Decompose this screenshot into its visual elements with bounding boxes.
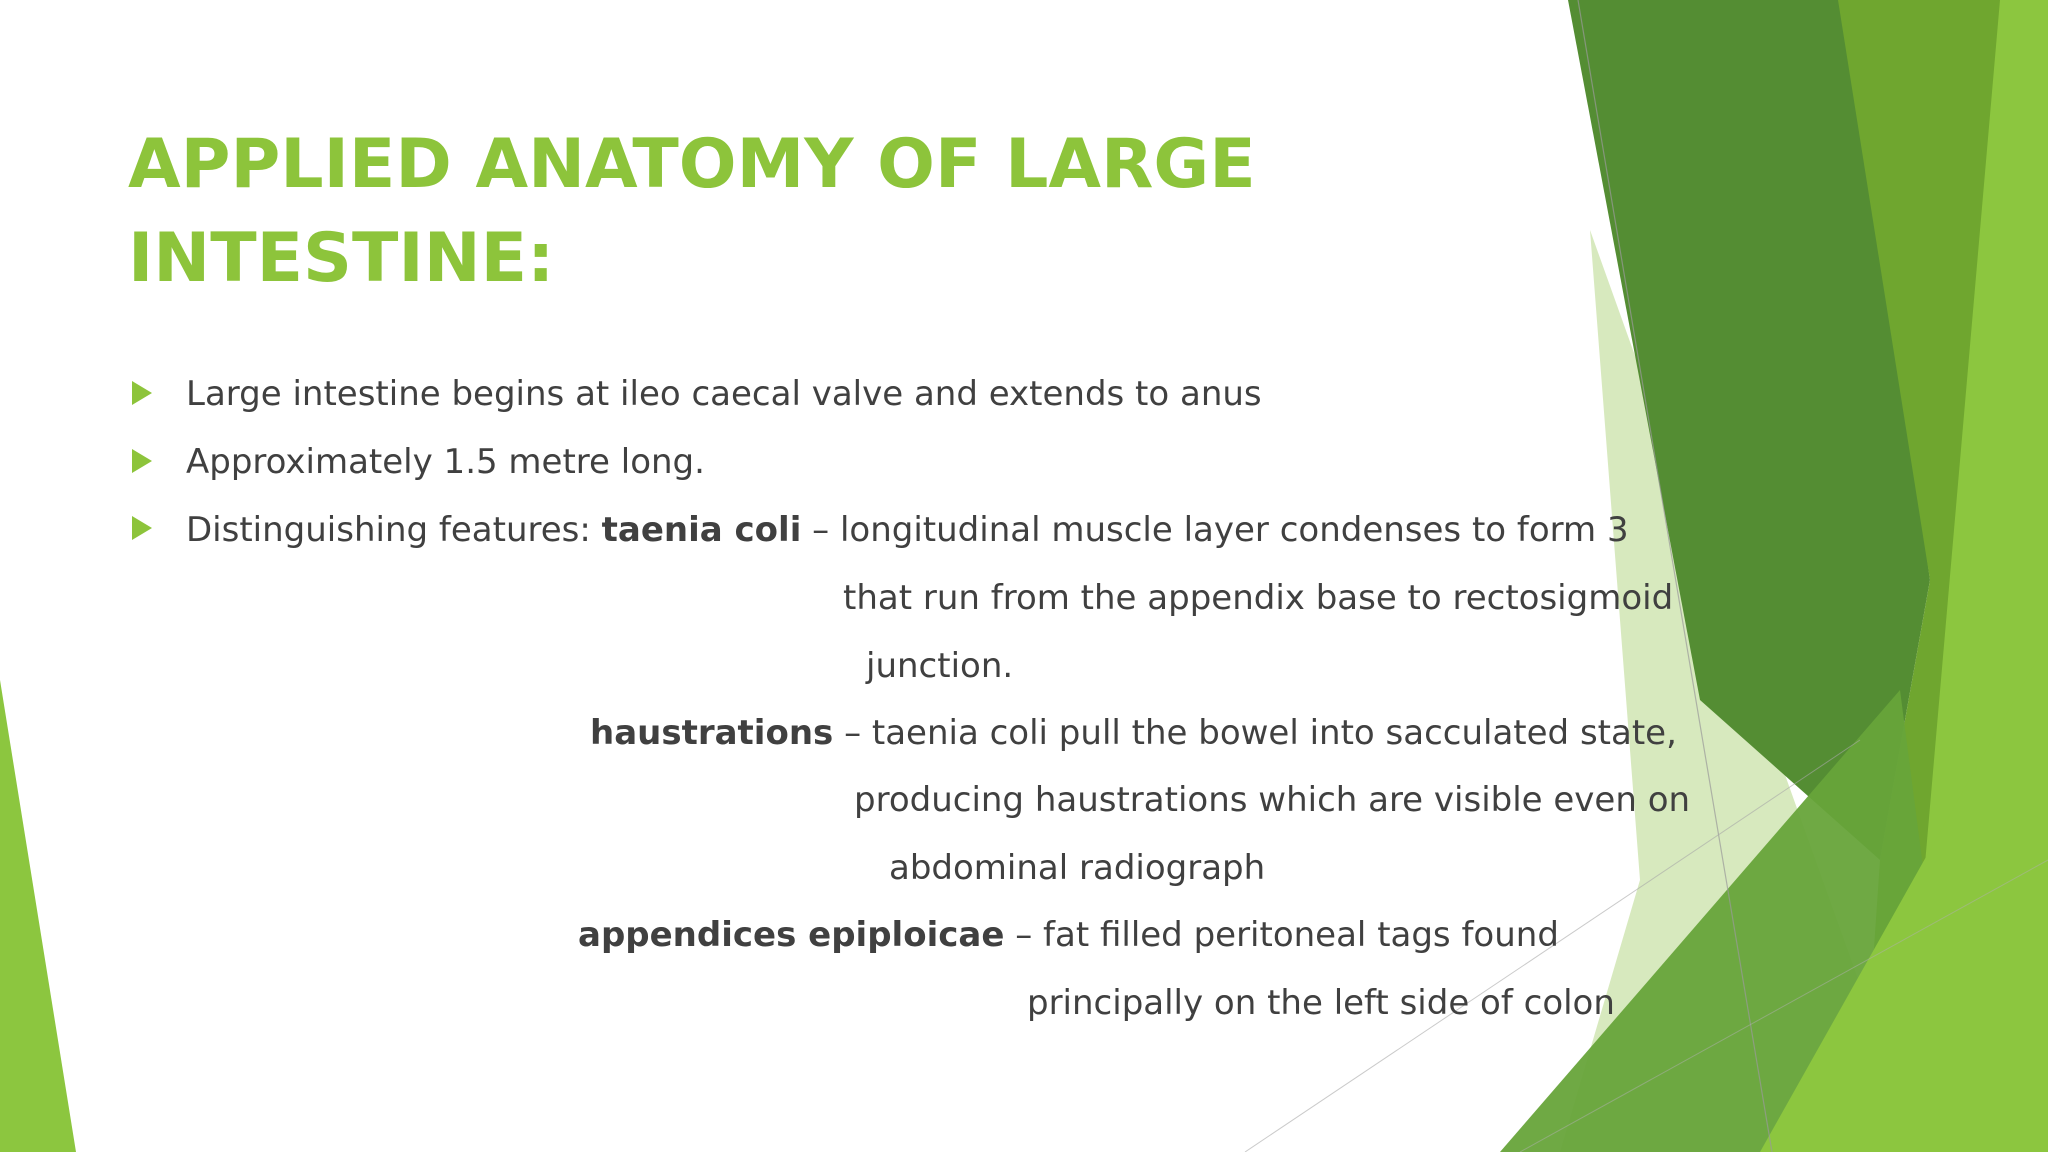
taenia-continuation-line-2 <box>843 576 1673 620</box>
haustrations-line-3 <box>889 846 1265 890</box>
taenia-coli-term: taenia coli <box>601 510 802 550</box>
appendices-separator: – <box>1004 915 1044 955</box>
triangle-right-icon <box>132 449 152 473</box>
taenia-continuation-line-3 <box>866 644 1013 688</box>
triangle-right-icon <box>132 381 152 405</box>
bullet-item-1 <box>186 372 1262 416</box>
haustrations-term: haustrations <box>590 713 834 753</box>
left-green-accent-shape <box>0 680 76 1152</box>
haustrations-line-2 <box>854 778 1690 822</box>
haustrations-line-1 <box>590 711 1677 755</box>
haustrations-line-3-text: abdominal radiograph <box>889 848 1266 888</box>
taenia-coli-separator: – <box>801 510 840 550</box>
bullet-item-3-lead: Distinguishing features: <box>186 510 602 550</box>
taenia-line-3-text: junction. <box>866 646 1014 686</box>
bullet-item-2 <box>186 440 705 484</box>
triangle-right-icon <box>132 516 152 540</box>
bullet-item-1-text: Large intestine begins at ileo caecal valve and extends to anus <box>186 374 1262 414</box>
taenia-line-2-text: that run from the appendix base to rectosigmoid <box>843 578 1674 618</box>
appendices-line-2-text: principally on the left side of colon <box>1027 983 1615 1023</box>
appendices-line-1 <box>578 913 1559 957</box>
bullet-item-2-text: Approximately 1.5 metre long. <box>186 442 705 482</box>
haustrations-line-2-text: producing haustrations which are visible even on <box>854 780 1691 820</box>
appendices-line-1-text: fat filled peritoneal tags found <box>1043 915 1559 955</box>
haustrations-separator: – <box>833 713 872 753</box>
slide-title: APPLIED ANATOMY OF LARGE INTESTINE: <box>128 125 1256 298</box>
haustrations-line-1-text: taenia coli pull the bowel into sacculated state, <box>871 713 1677 753</box>
appendices-epiploicae-term: appendices epiploicae <box>578 915 1005 955</box>
bullet-item-3 <box>186 508 1629 552</box>
appendices-line-2 <box>1027 981 1615 1025</box>
bullet-item-3-text: longitudinal muscle layer condenses to form 3 <box>839 510 1629 550</box>
